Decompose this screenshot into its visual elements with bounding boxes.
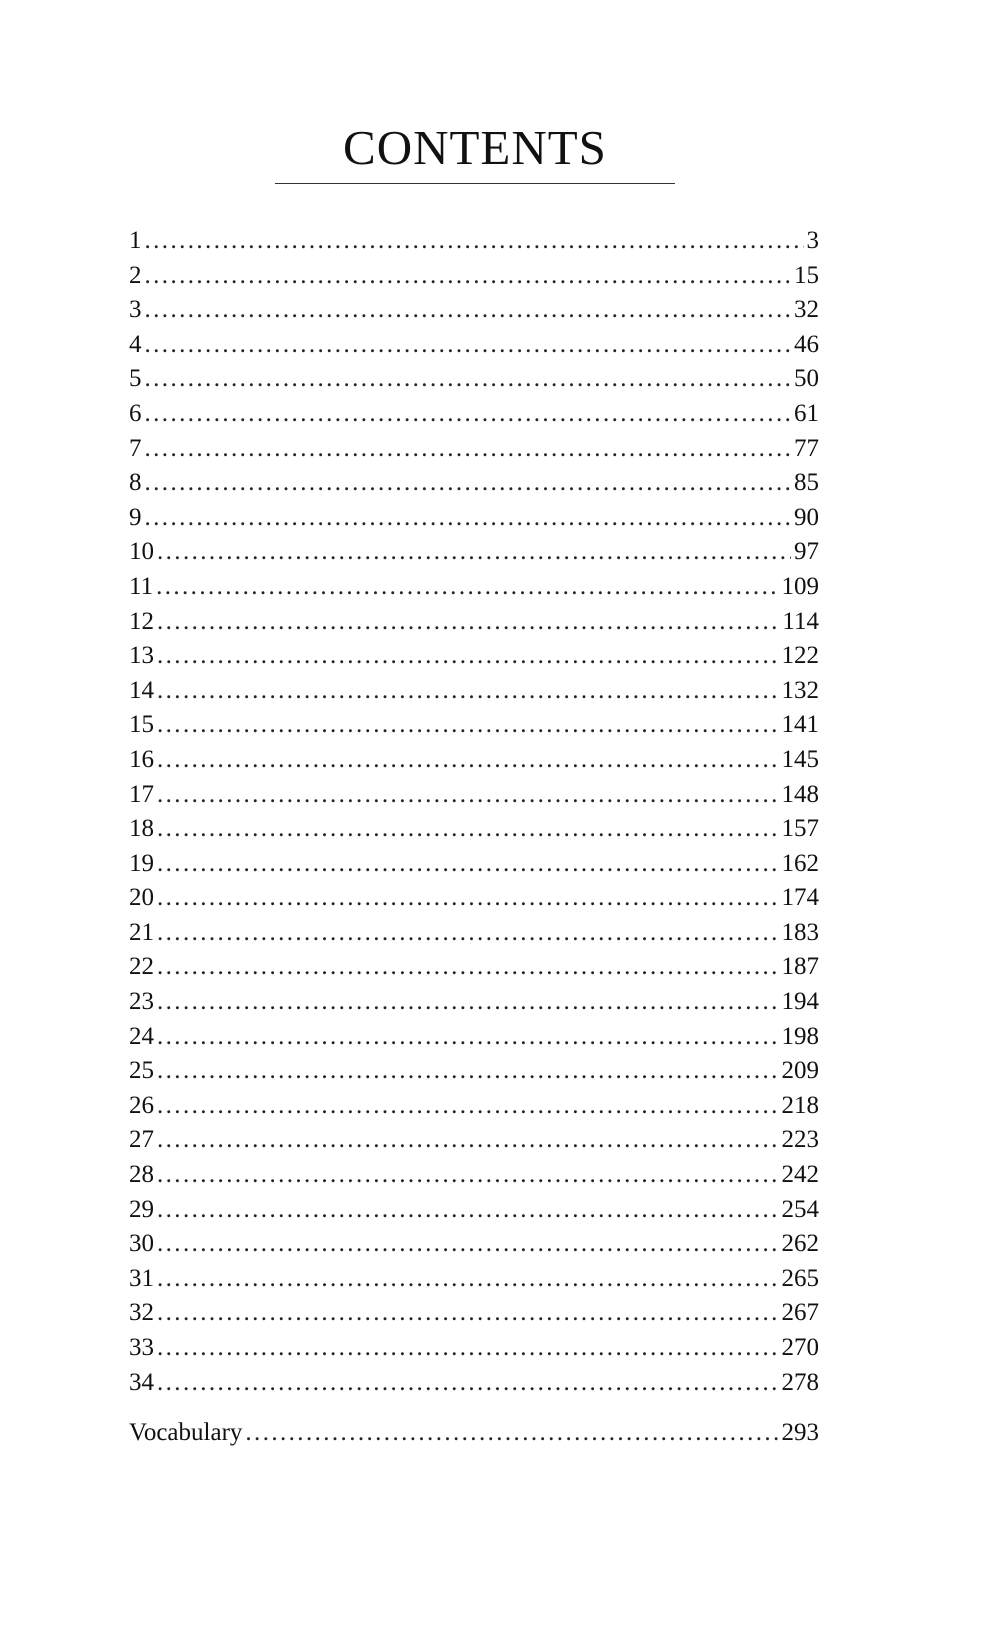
toc-entry-page-number: 183 (781, 918, 819, 946)
toc-entry-page-number: 97 (794, 538, 819, 566)
toc-entry-page-number: 265 (781, 1264, 819, 1292)
toc-entry-11 (129, 570, 819, 605)
toc-entry-17 (129, 778, 819, 813)
toc-entry-page-number: 223 (781, 1126, 819, 1154)
toc-entry-34 (129, 1366, 819, 1401)
toc-entry-25 (129, 1054, 819, 1089)
toc-entry-30 (129, 1227, 819, 1262)
toc-entry-19 (129, 847, 819, 882)
dot-leader (157, 1158, 779, 1193)
toc-entry-page-number: 109 (781, 572, 819, 600)
toc-entry-22 (129, 950, 819, 985)
toc-entry-13 (129, 639, 819, 674)
dot-leader (157, 1331, 779, 1366)
dot-leader (157, 778, 779, 813)
page-title: CONTENTS (343, 120, 607, 175)
dot-leader (157, 1193, 779, 1228)
toc-entry-label: 25 (129, 1057, 154, 1085)
toc-entry-21 (129, 916, 819, 951)
dot-leader (157, 1227, 779, 1262)
toc-entry-label: 14 (129, 676, 154, 704)
dot-leader (157, 916, 779, 951)
dot-leader (157, 743, 779, 778)
toc-entry-18 (129, 812, 819, 847)
dot-leader (157, 1262, 779, 1297)
dot-leader (157, 1366, 779, 1401)
toc-entry-29 (129, 1193, 819, 1228)
toc-entry-32 (129, 1296, 819, 1331)
dot-leader (245, 1416, 778, 1451)
toc-entry-label: 2 (129, 261, 142, 289)
table-of-contents (129, 224, 819, 1451)
toc-entry-vocabulary (129, 1416, 819, 1451)
toc-entry-page-number: 270 (781, 1334, 819, 1361)
toc-entry-page-number: 194 (781, 988, 819, 1016)
toc-entry-7 (129, 432, 819, 467)
toc-entry-label: 21 (129, 918, 154, 946)
dot-leader (157, 1089, 779, 1124)
toc-entry-label: 28 (129, 1161, 154, 1189)
toc-entry-8 (129, 466, 819, 501)
toc-entry-27 (129, 1123, 819, 1158)
toc-entry-page-number: 46 (794, 330, 819, 358)
toc-entry-page-number: 209 (781, 1057, 819, 1085)
dot-leader (157, 605, 779, 640)
dot-leader (157, 847, 779, 882)
toc-entry-label: 4 (129, 330, 142, 358)
toc-entry-page-number: 90 (794, 503, 819, 531)
toc-entry-label: 20 (129, 884, 154, 912)
toc-entry-page-number: 3 (806, 227, 819, 254)
dot-leader (157, 812, 779, 847)
toc-entry-label: 19 (129, 849, 154, 877)
toc-entry-page-number: 174 (781, 884, 819, 912)
dot-leader (157, 950, 779, 985)
toc-entry-page-number: 162 (781, 849, 819, 877)
toc-entry-page-number: 262 (781, 1230, 819, 1258)
toc-entry-33 (129, 1331, 819, 1366)
toc-entry-page-number: 198 (781, 1022, 819, 1050)
toc-entry-16 (129, 743, 819, 778)
dot-leader (157, 708, 779, 743)
toc-entry-23 (129, 985, 819, 1020)
toc-entry-label: 34 (129, 1368, 154, 1396)
toc-entry-15 (129, 708, 819, 743)
toc-entry-12 (129, 605, 819, 640)
toc-entry-10 (129, 535, 819, 570)
toc-entry-label: 9 (129, 503, 142, 531)
toc-entry-page-number: 278 (781, 1368, 819, 1396)
toc-entry-14 (129, 674, 819, 709)
toc-entry-9 (129, 501, 819, 536)
toc-entry-1 (129, 224, 819, 259)
toc-entry-label: 32 (129, 1299, 154, 1327)
dot-leader (145, 432, 792, 467)
toc-entry-label: 33 (129, 1334, 154, 1361)
toc-entry-2 (129, 259, 819, 294)
dot-leader (157, 674, 779, 709)
toc-entry-label: 6 (129, 399, 142, 427)
toc-entry-page-number: 15 (794, 261, 819, 289)
toc-entry-page-number: 218 (781, 1091, 819, 1119)
dot-leader (145, 397, 792, 432)
toc-entry-page-number: 148 (781, 780, 819, 808)
dot-leader (157, 881, 779, 916)
toc-entry-page-number: 254 (781, 1195, 819, 1223)
toc-entry-label: 27 (129, 1126, 154, 1154)
toc-entry-label: 30 (129, 1230, 154, 1258)
dot-leader (145, 259, 792, 294)
dot-leader (157, 1020, 779, 1055)
dot-leader (157, 1296, 779, 1331)
toc-entry-6 (129, 397, 819, 432)
toc-entry-label: 3 (129, 296, 142, 324)
toc-entry-label: 22 (129, 953, 154, 981)
toc-entry-page-number: 61 (794, 399, 819, 427)
dot-leader (145, 328, 792, 363)
toc-entry-label: 16 (129, 745, 154, 773)
title-divider (275, 183, 675, 184)
dot-leader (145, 293, 792, 328)
dot-leader (157, 1123, 779, 1158)
toc-entry-page-number: 267 (781, 1299, 819, 1327)
toc-entry-label: 11 (129, 572, 154, 600)
toc-entry-20 (129, 881, 819, 916)
toc-entry-page-number: 157 (781, 815, 819, 843)
dot-leader (156, 570, 778, 605)
toc-entry-label: 18 (129, 815, 154, 843)
dot-leader (157, 639, 779, 674)
toc-entry-label: 7 (129, 434, 142, 462)
toc-entry-label: 29 (129, 1195, 154, 1223)
toc-entry-page-number: 85 (794, 469, 819, 497)
toc-entry-label: Vocabulary (129, 1419, 243, 1447)
toc-entry-label: 13 (129, 642, 154, 670)
toc-entry-label: 24 (129, 1022, 154, 1050)
dot-leader (145, 466, 792, 501)
toc-entry-page-number: 187 (781, 953, 819, 981)
toc-entry-page-number: 114 (782, 607, 819, 635)
dot-leader (145, 501, 792, 536)
toc-entry-page-number: 145 (781, 745, 819, 773)
toc-entry-label: 12 (129, 607, 154, 635)
toc-entry-label: 1 (129, 227, 142, 254)
toc-entry-label: 5 (129, 365, 142, 393)
toc-entry-label: 26 (129, 1091, 154, 1119)
toc-entry-page-number: 293 (781, 1419, 819, 1447)
dot-leader (157, 535, 791, 570)
toc-entry-5 (129, 362, 819, 397)
toc-entry-4 (129, 328, 819, 363)
dot-leader (157, 985, 779, 1020)
toc-entry-label: 10 (129, 538, 154, 566)
toc-entry-page-number: 132 (781, 676, 819, 704)
toc-entry-label: 31 (129, 1264, 154, 1292)
toc-entry-label: 15 (129, 711, 154, 739)
toc-entry-page-number: 141 (781, 711, 819, 739)
toc-entry-page-number: 122 (781, 642, 819, 670)
toc-entry-label: 23 (129, 988, 154, 1016)
toc-entry-page-number: 242 (781, 1161, 819, 1189)
toc-entry-label: 17 (129, 780, 154, 808)
dot-leader (157, 1054, 779, 1089)
toc-entry-31 (129, 1262, 819, 1297)
dot-leader (145, 362, 792, 397)
toc-entry-page-number: 50 (794, 365, 819, 393)
toc-entry-26 (129, 1089, 819, 1124)
toc-entry-28 (129, 1158, 819, 1193)
toc-entry-3 (129, 293, 819, 328)
toc-entry-page-number: 77 (794, 434, 819, 462)
dot-leader (145, 224, 804, 259)
toc-entry-page-number: 32 (794, 296, 819, 324)
toc-entry-24 (129, 1020, 819, 1055)
toc-entry-label: 8 (129, 469, 142, 497)
